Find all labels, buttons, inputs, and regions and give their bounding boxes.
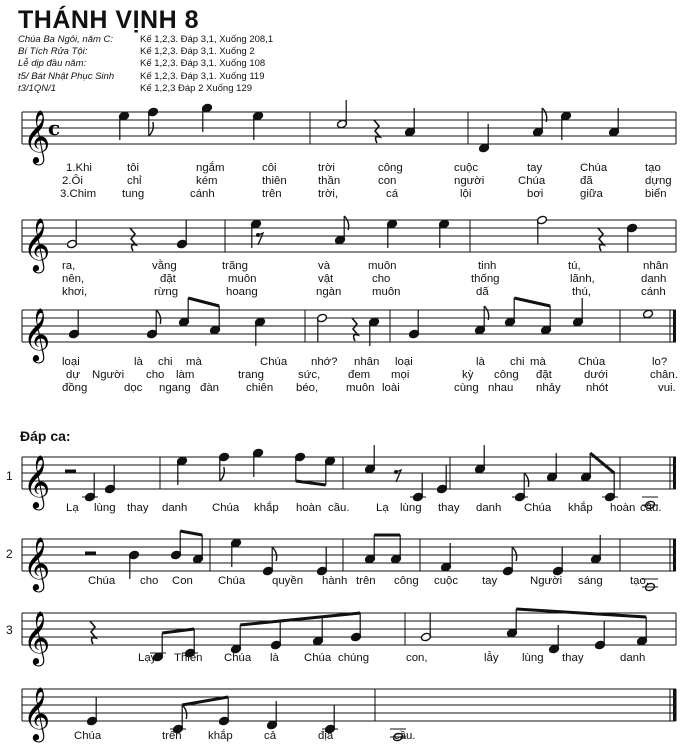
lyric-word: trăng: [222, 260, 248, 272]
lyric-word: danh: [620, 652, 646, 664]
lyric-word: con,: [406, 652, 428, 664]
lyric-word: Chúa: [88, 575, 116, 587]
lyric-word: công: [394, 575, 419, 587]
lyric-word: Chúa: [224, 652, 252, 664]
lyric-word: công: [378, 162, 403, 174]
lyric-word: nên,: [62, 273, 85, 285]
treble-clef-icon: 𝄞: [23, 686, 51, 740]
lyric-word: hoàn: [610, 502, 636, 514]
lyric-word: mọi: [391, 369, 410, 381]
lyric-word: tôi: [127, 162, 140, 174]
lyric-word: lội: [460, 188, 472, 200]
flag: [149, 122, 154, 136]
occasion-label: Chúa Ba Ngôi, năm C:: [18, 34, 114, 45]
occasion-info: Kế 1,2,3. Đáp 3,1. Xuống 108: [140, 58, 266, 70]
beam: [162, 629, 194, 633]
lyric-word: đặt: [536, 369, 552, 381]
lyric-word: trời: [318, 162, 335, 174]
staff-verse-2: [0, 208, 699, 271]
beam: [182, 697, 228, 705]
treble-clef-icon: 𝄞: [23, 454, 51, 508]
lyric-word: thiên: [262, 175, 287, 187]
lyric-word: mà: [530, 356, 546, 368]
final-barline: [673, 539, 676, 571]
quarter-rest-icon: [352, 318, 358, 341]
staff-refrain-4: [0, 677, 699, 740]
lyric-word: muôn: [372, 286, 401, 298]
lyric-word: cho: [146, 369, 165, 381]
lyric-word: cá: [386, 188, 399, 200]
lyric-word: mà: [186, 356, 202, 368]
beam: [180, 531, 202, 535]
refrain-heading: Đáp ca:: [20, 428, 71, 444]
lyric-word: lùng: [400, 502, 422, 514]
lyric-word: Chúa: [304, 652, 332, 664]
lyric-word: là: [270, 652, 279, 664]
lyric-word: tinh: [478, 260, 497, 272]
lyric-word: khắp: [568, 502, 593, 514]
lyric-word: Lạ: [376, 502, 389, 514]
flag: [156, 310, 161, 324]
lyric-word: loại: [395, 356, 413, 368]
lyric-word: dọc: [124, 382, 143, 394]
lyric-word: rừng: [154, 286, 179, 298]
quarter-rest-icon: [90, 621, 96, 644]
treble-clef-icon: 𝄞: [23, 109, 51, 163]
lyric-word: nhân: [354, 356, 380, 368]
lyric-word: khắp: [254, 502, 279, 514]
occasion-row: [18, 34, 273, 46]
refrain-number: 1: [6, 469, 13, 483]
lyric-word: cùng: [454, 382, 479, 394]
lyric-word: trên: [162, 730, 182, 742]
lyric-word: Chúa: [260, 356, 288, 368]
eighth-rest-icon: [396, 470, 401, 482]
flag: [182, 705, 187, 719]
lyric-word: chỉ: [127, 175, 142, 187]
lyric-word: Thiên: [174, 652, 203, 664]
lyric-word: đã: [580, 175, 593, 187]
lyric-word: muôn: [228, 273, 257, 285]
lyric-word: công: [494, 369, 519, 381]
lyric-word: 1.Khi: [66, 162, 92, 174]
occasion-info: Kế 1,2,3. Đáp 3,1, Xuống 208,1: [140, 34, 274, 45]
lyric-word: chân.: [650, 369, 678, 381]
lyric-word: dựng: [645, 175, 672, 187]
lyric-word: tung: [122, 188, 145, 200]
lyric-word: Chúa: [524, 502, 552, 514]
lyric-word: danh: [476, 502, 502, 514]
lyric-word: trời,: [318, 188, 339, 200]
lyric-word: tay: [527, 162, 543, 174]
treble-clef-icon: 𝄞: [23, 610, 51, 664]
lyric-word: Chúa: [578, 356, 606, 368]
lyric-word: chi: [510, 356, 525, 368]
lyric-word: chi: [158, 356, 173, 368]
lyric-word: biển: [645, 188, 667, 200]
lyric-word: Người: [92, 369, 125, 381]
lyric-word: nhót: [586, 382, 609, 394]
lyric-word: danh: [162, 502, 188, 514]
lyric-word: nhân: [643, 260, 669, 272]
lyric-word: đàn: [200, 382, 220, 394]
final-barline: [673, 457, 676, 489]
lyric-word: cầu.: [328, 502, 350, 514]
lyric-word: thay: [127, 502, 149, 514]
occasion-row: [18, 58, 273, 70]
lyric-word: 3.Chim: [60, 188, 97, 200]
lyric-word: cả: [264, 730, 277, 742]
lyric-word: dã: [476, 286, 489, 298]
lyric-word: lùng: [522, 652, 544, 664]
lyric-word: bơi: [527, 188, 544, 200]
lyric-word: địa: [318, 730, 334, 742]
lyric-word: làm: [176, 369, 195, 381]
lyric-word: cầu.: [640, 502, 662, 514]
lyric-word: béo,: [296, 382, 319, 394]
beam: [188, 298, 219, 306]
final-barline: [673, 310, 676, 342]
flag: [220, 467, 225, 481]
lyric-word: vằng: [152, 260, 177, 272]
lyric-word: ngắm: [196, 162, 225, 174]
lyric-word: giữa: [580, 188, 603, 200]
occasion-row: [18, 46, 273, 58]
lyric-word: con: [378, 175, 397, 187]
lyric-word: vui.: [658, 382, 676, 394]
occasion-info: Kế 1,2,3. Đáp 3,1. Xuống 119: [140, 70, 265, 82]
lyric-word: khắp: [208, 730, 233, 742]
lyric-word: thay: [562, 652, 584, 664]
lyric-word: hành: [322, 575, 348, 587]
treble-clef-icon: 𝄞: [23, 217, 51, 271]
lyric-word: sức,: [298, 369, 321, 381]
final-barline: [673, 689, 676, 721]
lyric-word: chúng: [338, 652, 370, 664]
lyric-word: Lạy: [138, 652, 157, 664]
lyric-word: trang: [238, 369, 264, 381]
staff-verse-3: [0, 298, 699, 361]
occasion-label: t3/1QN/1: [18, 82, 57, 94]
lyric-word: cánh: [190, 188, 215, 200]
lyric-word: ngàn: [316, 286, 342, 298]
lyric-word: Chúa: [74, 730, 102, 742]
lyric-word: cầu.: [394, 730, 416, 742]
lyric-word: là: [134, 356, 143, 368]
lyric-word: hoàn: [296, 502, 322, 514]
lyric-word: nhau: [488, 382, 514, 394]
lyric-word: dự: [66, 369, 80, 381]
occasion-info: Kế 1,2,3. Đáp 3,1. Xuống 2: [140, 46, 255, 58]
lyric-word: cho: [372, 273, 391, 285]
lyric-word: loài: [382, 382, 400, 394]
occasion-row: [18, 83, 273, 95]
beam: [514, 298, 550, 306]
flag: [524, 473, 529, 487]
lyric-word: Chúa: [218, 575, 246, 587]
occasion-list: [18, 34, 273, 95]
page-title: THÁNH VỊNH 8: [18, 6, 200, 34]
half-rest-icon: [65, 470, 76, 474]
occasion-row: [18, 71, 273, 83]
staff-verse-1: [0, 100, 699, 163]
treble-clef-icon: 𝄞: [23, 307, 51, 361]
lyric-word: sáng: [578, 575, 603, 587]
flag: [512, 547, 517, 561]
eighth-rest-icon: [258, 233, 263, 245]
beam: [296, 481, 326, 485]
lyric-word: lẫy: [484, 652, 499, 664]
lyric-word: hoang: [226, 286, 258, 298]
lyric-word: ngang: [159, 382, 191, 394]
lyric-word: 2.Ôi: [62, 175, 83, 187]
half-rest-icon: [85, 552, 96, 556]
lyric-word: chiên: [246, 382, 274, 394]
lyric-word: cuộc: [454, 162, 479, 174]
lyric-word: cánh: [641, 286, 666, 298]
lyric-word: đặt: [160, 273, 176, 285]
lyric-word: cho: [140, 575, 159, 587]
lyric-word: Chúa: [580, 162, 608, 174]
lyric-word: thần: [318, 175, 341, 187]
lyric-word: côi: [262, 162, 277, 174]
lyric-word: khơi,: [62, 286, 88, 298]
lyric-word: tú,: [568, 260, 581, 272]
lyric-word: quyền: [272, 575, 304, 587]
occasion-label: Lễ dịp đầu năm:: [18, 58, 87, 70]
common-time-icon: c: [48, 116, 61, 140]
lyric-word: lãnh,: [570, 273, 595, 285]
lyric-word: tạo.: [630, 575, 649, 587]
lyric-word: muôn: [346, 382, 375, 394]
lyric-word: danh: [641, 273, 667, 285]
beam: [590, 453, 614, 473]
lyric-word: và: [318, 260, 331, 272]
lyric-word: kém: [196, 175, 218, 187]
lyric-word: là: [476, 356, 485, 368]
lyric-word: loại: [62, 356, 80, 368]
occasion-info: Kế 1,2,3 Đáp 2 Xuống 129: [140, 82, 252, 94]
treble-clef-icon: 𝄞: [23, 536, 51, 590]
lyric-word: đồng: [62, 382, 88, 394]
lyric-word: kỳ: [462, 369, 474, 381]
quarter-rest-icon: [130, 228, 136, 251]
flag: [272, 547, 277, 561]
lyric-word: dưới: [584, 369, 608, 381]
lyric-word: tay: [482, 575, 498, 587]
lyric-word: thay: [438, 502, 460, 514]
quarter-rest-icon: [374, 120, 380, 143]
lyric-word: tạo: [645, 162, 661, 174]
notehead: [643, 309, 654, 319]
refrain-number: 3: [6, 623, 13, 637]
lyric-word: thống: [471, 273, 500, 285]
lyric-word: muôn: [368, 260, 397, 272]
lyric-word: Chúa: [518, 175, 546, 187]
lyric-word: nhớ?: [311, 356, 338, 368]
lyric-word: vật: [318, 273, 334, 285]
lyric-word: nhảy: [536, 382, 561, 394]
lyric-word: thú,: [572, 286, 591, 298]
quarter-rest-icon: [598, 228, 604, 251]
occasion-label: Bí Tích Rửa Tội:: [18, 46, 88, 58]
lyric-word: Chúa: [212, 502, 240, 514]
beam: [240, 613, 360, 625]
lyric-word: cuộc: [434, 575, 459, 587]
lyric-word: đem: [348, 369, 371, 381]
lyric-word: ra,: [62, 260, 76, 272]
lyric-word: trên: [356, 575, 376, 587]
refrain-number: 2: [6, 547, 13, 561]
lyric-word: người: [454, 175, 485, 187]
lyric-word: lùng: [94, 502, 116, 514]
lyric-word: trên: [262, 188, 282, 200]
occasion-label: t5/ Bát Nhật Phục Sinh: [18, 70, 115, 82]
lyric-word: Lạ: [66, 502, 79, 514]
lyric-word: Con: [172, 575, 193, 587]
lyric-word: Người: [530, 575, 563, 587]
lyric-word: lo?: [652, 356, 668, 368]
